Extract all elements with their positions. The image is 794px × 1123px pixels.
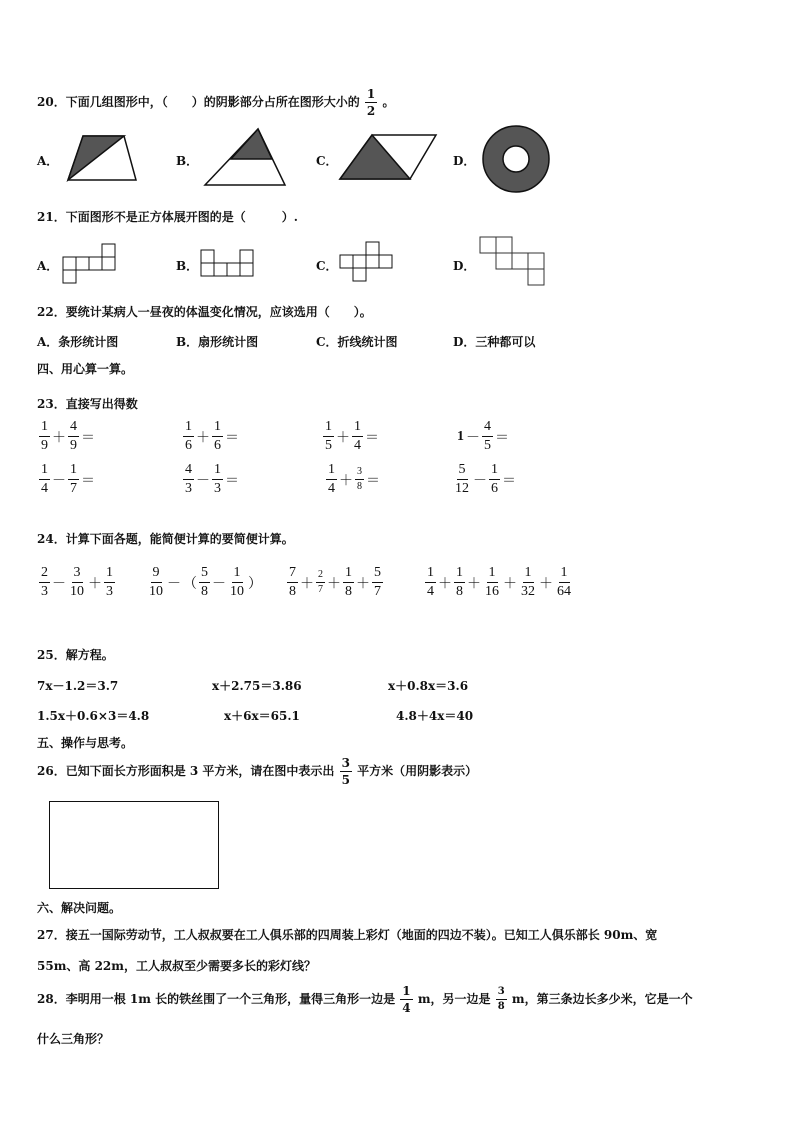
- q24-expression-2: $\frac{9}{10}$ － （ $\frac{5}{8}$ － $\frac{1}{10}$ ）: [149, 565, 262, 599]
- q22-option-d[interactable]: D．三种都可以: [453, 335, 536, 349]
- q23-item-4: 1 － $\frac{4}{5}$ ＝: [457, 419, 509, 453]
- q26-rectangle[interactable]: [49, 801, 219, 889]
- q20-option-d-label[interactable]: D．: [453, 154, 476, 168]
- section-6-heading: 六、解决问题。: [37, 901, 122, 915]
- q21-option-c-label[interactable]: C．: [316, 259, 338, 273]
- q21-option-c-net[interactable]: [339, 241, 395, 285]
- q27-line-2: 55m、高 22m，工人叔叔至少需要多长的彩灯线？: [37, 959, 316, 973]
- q22-stem: 22．要统计某病人一昼夜的体温变化情况，应该选用（ ）。: [37, 305, 372, 319]
- q23-item-6: $\frac{4}{3}$ － $\frac{1}{3}$ ＝: [185, 462, 239, 496]
- q22-option-a[interactable]: A．条形统计图: [37, 335, 119, 349]
- q20-option-a-trapezoid[interactable]: [66, 134, 138, 184]
- q23-item-5: $\frac{1}{4}$ － $\frac{1}{7}$ ＝: [41, 462, 95, 496]
- q28-line-2: 什么三角形？: [37, 1032, 110, 1046]
- q23-item-2: $\frac{1}{6}$ ＋ $\frac{1}{6}$ ＝: [185, 419, 239, 453]
- q23-item-7: $\frac{1}{4}$ ＋ $\frac{3}{8}$ ＝: [328, 462, 380, 496]
- q25-stem: 25．解方程。: [37, 648, 114, 662]
- q25-equation-3: x＋0.8x＝3.6: [388, 679, 469, 693]
- q20-option-c-label[interactable]: C．: [316, 154, 338, 168]
- q20-option-c-parallelogram[interactable]: [338, 133, 440, 183]
- q23-item-3: $\frac{1}{5}$ ＋ $\frac{1}{4}$ ＝: [325, 419, 379, 453]
- q21-option-b-label[interactable]: B．: [176, 259, 199, 273]
- q28-fraction-2: $\frac{3}{8}$: [497, 986, 505, 1012]
- q24-stem: 24．计算下面各题，能简便计算的要简便计算。: [37, 532, 294, 546]
- q25-equation-6: 4.8＋4x＝40: [396, 709, 474, 723]
- q21-option-a-label[interactable]: A．: [37, 259, 59, 273]
- q25-equation-5: x＋6x＝65.1: [224, 709, 300, 723]
- q20-option-b-label[interactable]: B．: [176, 154, 199, 168]
- q24-expression-1: $\frac{2}{3}$ － $\frac{3}{10}$ ＋ $\frac{1}{3}$: [41, 565, 113, 599]
- q28-line-1: 28．李明用一根 1m 长的铁丝围了一个三角形，量得三角形一边是 $\frac{1}{4}$ m，另一边是 $\frac{3}{8}$ m，第三条边长多少米，它是一个: [37, 984, 693, 1015]
- q24-expression-4: $\frac{1}{4}$ ＋ $\frac{1}{8}$ ＋ $\frac{1}{16}$ ＋ $\frac{1}{32}$ ＋ $\frac{1}{64}$: [427, 565, 571, 599]
- q21-stem: 21．下面图形不是正方体展开图的是（ ）.: [37, 210, 298, 224]
- q24-expression-3: $\frac{7}{8}$ ＋ $\frac{2}{7}$ ＋ $\frac{1}{8}$ ＋ $\frac{5}{7}$: [289, 565, 381, 599]
- q28-fraction-1: $\frac{1}{4}$: [402, 984, 411, 1015]
- q23-item-1: $\frac{1}{9}$ ＋ $\frac{4}{9}$ ＝: [41, 419, 95, 453]
- q20-stem: 20．下面几组图形中，（ ）的阴影部分占所在图形大小的 $\frac{1}{2}$ 。: [37, 87, 395, 118]
- q25-equation-1: 7x－1.2＝3.7: [37, 679, 119, 693]
- q25-equation-2: x＋2.75＝3.86: [212, 679, 302, 693]
- q26-fraction: $\frac{3}{5}$: [341, 756, 350, 787]
- q20-option-d-ring[interactable]: [479, 125, 553, 193]
- q21-option-b-net[interactable]: [200, 249, 256, 279]
- q21-option-d-net[interactable]: [479, 236, 549, 290]
- section-4-heading: 四、用心算一算。: [37, 362, 134, 376]
- q21-option-d-label[interactable]: D．: [453, 259, 476, 273]
- q20-fraction: $\frac{1}{2}$: [366, 87, 376, 118]
- section-5-heading: 五、操作与思考。: [37, 736, 134, 750]
- q21-option-a-net[interactable]: [62, 243, 118, 285]
- q27-line-1: 27．接五一国际劳动节，工人叔叔要在工人俱乐部的四周装上彩灯（地面的四边不装）。已知工人俱乐部长 90m、宽: [37, 928, 658, 942]
- q23-stem: 23．直接写出得数: [37, 397, 138, 411]
- q22-option-b[interactable]: B．扇形统计图: [176, 335, 259, 349]
- q20-option-b-triangle[interactable]: [202, 127, 288, 189]
- q20-option-a-label[interactable]: A．: [37, 154, 59, 168]
- q26-stem: 26．已知下面长方形面积是 3 平方米，请在图中表示出 $\frac{3}{5}$ 平方米（用阴影表示）: [37, 756, 478, 787]
- q25-equation-4: 1.5x＋0.6×3＝4.8: [37, 709, 150, 723]
- q22-option-c[interactable]: C．折线统计图: [316, 335, 398, 349]
- q23-item-8: $\frac{5}{12}$ － $\frac{1}{6}$ ＝: [455, 462, 516, 496]
